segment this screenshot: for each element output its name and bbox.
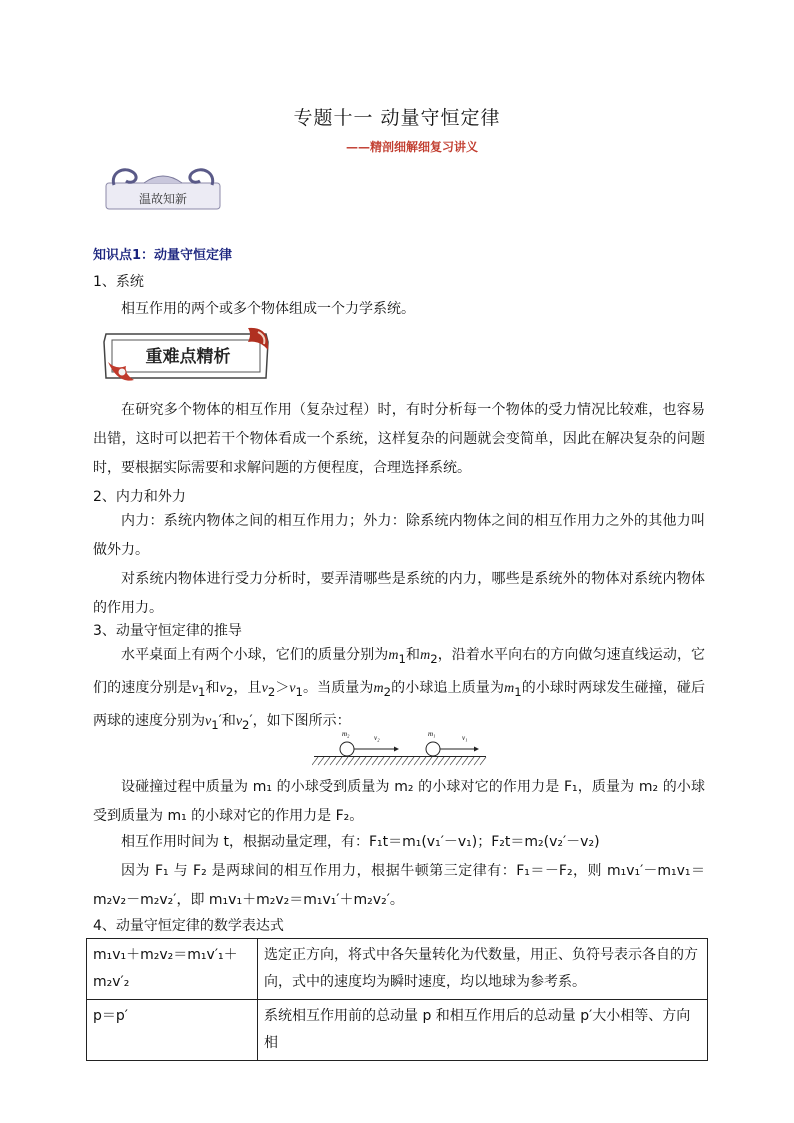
page-title: 专题十一 动量守恒定律 (293, 107, 501, 129)
paragraph-system-def: 相互作用的两个或多个物体组成一个力学系统。 (121, 301, 415, 317)
table-row (87, 939, 708, 1000)
collision-diagram (312, 728, 488, 770)
key-points-banner (98, 322, 274, 388)
heading-expression: 4、动量守恒定律的数学表达式 (93, 918, 284, 934)
page-subtitle: ——精剖细解细复习讲义 (345, 140, 478, 154)
ball-left-mass-label: m₂ (342, 730, 350, 738)
paragraph-force-def: 内力：系统内物体之间的相互作用力；外力：除系统内物体之间的相互作用力之外的其他力叫做外力。 (93, 513, 705, 558)
paragraph-derivation-setup: 水平桌面上有两个小球，它们的质量分别为$m_1$和$m_2$，沿着水平向右的方向做匀速直线运动，它们的速度分别是$v_1$和$v_2$，且$v_2>v_1$。当质量为$m_2$的小球追上质量为$m_1$的小球时两球发生碰撞，碰后两球的速度分别为$v_1'$和$v_2'$，如下图所示： (93, 647, 706, 732)
heading-system: 1、系统 (93, 274, 144, 290)
formula-cell: m₁v₁＋m₂v₂＝m₁v′₁＋m₂v′₂ (87, 939, 258, 1000)
paragraph-system-detail: 在研究多个物体的相互作用（复杂过程）时，有时分析每一个物体的受力情况比较难，也容易出错，这时可以把若干个物体看成一个系统，这样复杂的问题就会变简单，因此在解决复杂的问题时，要根据实际需要和求解问题的方便程度，合理选择系统。 (93, 402, 705, 476)
knowledge-point-label: 知识点1：动量守恒定律 (93, 248, 233, 263)
description-cell: 选定正方向，将式中各矢量转化为代数量，用正、负符号表示各自的方向，式中的速度均为瞬时速度，均以地球为参考系。 (258, 939, 708, 1000)
paragraph-impulse: 相互作用时间为 t，根据动量定理，有：F₁t＝m₁(v₁′－v₁)；F₂t＝m₂(v₂′－v₂) (121, 834, 600, 850)
review-banner (104, 163, 222, 213)
review-banner-text: 温故知新 (138, 192, 188, 206)
description-cell: 系统相互作用前的总动量 p 和相互作用后的总动量 p′大小相等、方向相 (258, 1000, 708, 1061)
ball-m2 (340, 742, 354, 756)
paragraph-forces: 设碰撞过程中质量为 m₁ 的小球受到质量为 m₂ 的小球对它的作用力是 F₁，质量为 m₂ 的小球受到质量为 m₁ 的小球对它的作用力是 F₂。 (93, 779, 705, 824)
ball-left-velocity-label: v₂ (374, 734, 380, 742)
table-row (87, 1000, 708, 1061)
heading-internal-external: 2、内力和外力 (93, 489, 186, 505)
paragraph-force-analysis: 对系统内物体进行受力分析时，要弄清哪些是系统的内力，哪些是系统外的物体对系统内物体的作用力。 (93, 571, 705, 616)
ground-hatching (312, 757, 486, 765)
velocity-arrowhead-v1 (474, 747, 479, 752)
key-points-banner-text: 重难点精析 (145, 347, 231, 367)
ball-right-velocity-label: v₁ (462, 734, 468, 742)
expression-table (86, 938, 708, 1061)
velocity-arrowhead-v2 (394, 747, 399, 752)
ball-m1 (426, 742, 440, 756)
heading-derivation: 3、动量守恒定律的推导 (93, 623, 242, 639)
paragraph-third-law: 因为 F₁ 与 F₂ 是两球间的相互作用力，根据牛顿第三定律有：F₁＝－F₂，则 m₁v₁′－m₁v₁＝m₂v₂－m₂v₂′，即 m₁v₁＋m₂v₂＝m₁v₁′＋m₂v₂′。 (93, 863, 705, 908)
formula-cell: p＝p′ (87, 1000, 258, 1061)
ball-right-mass-label: m₁ (428, 730, 436, 738)
